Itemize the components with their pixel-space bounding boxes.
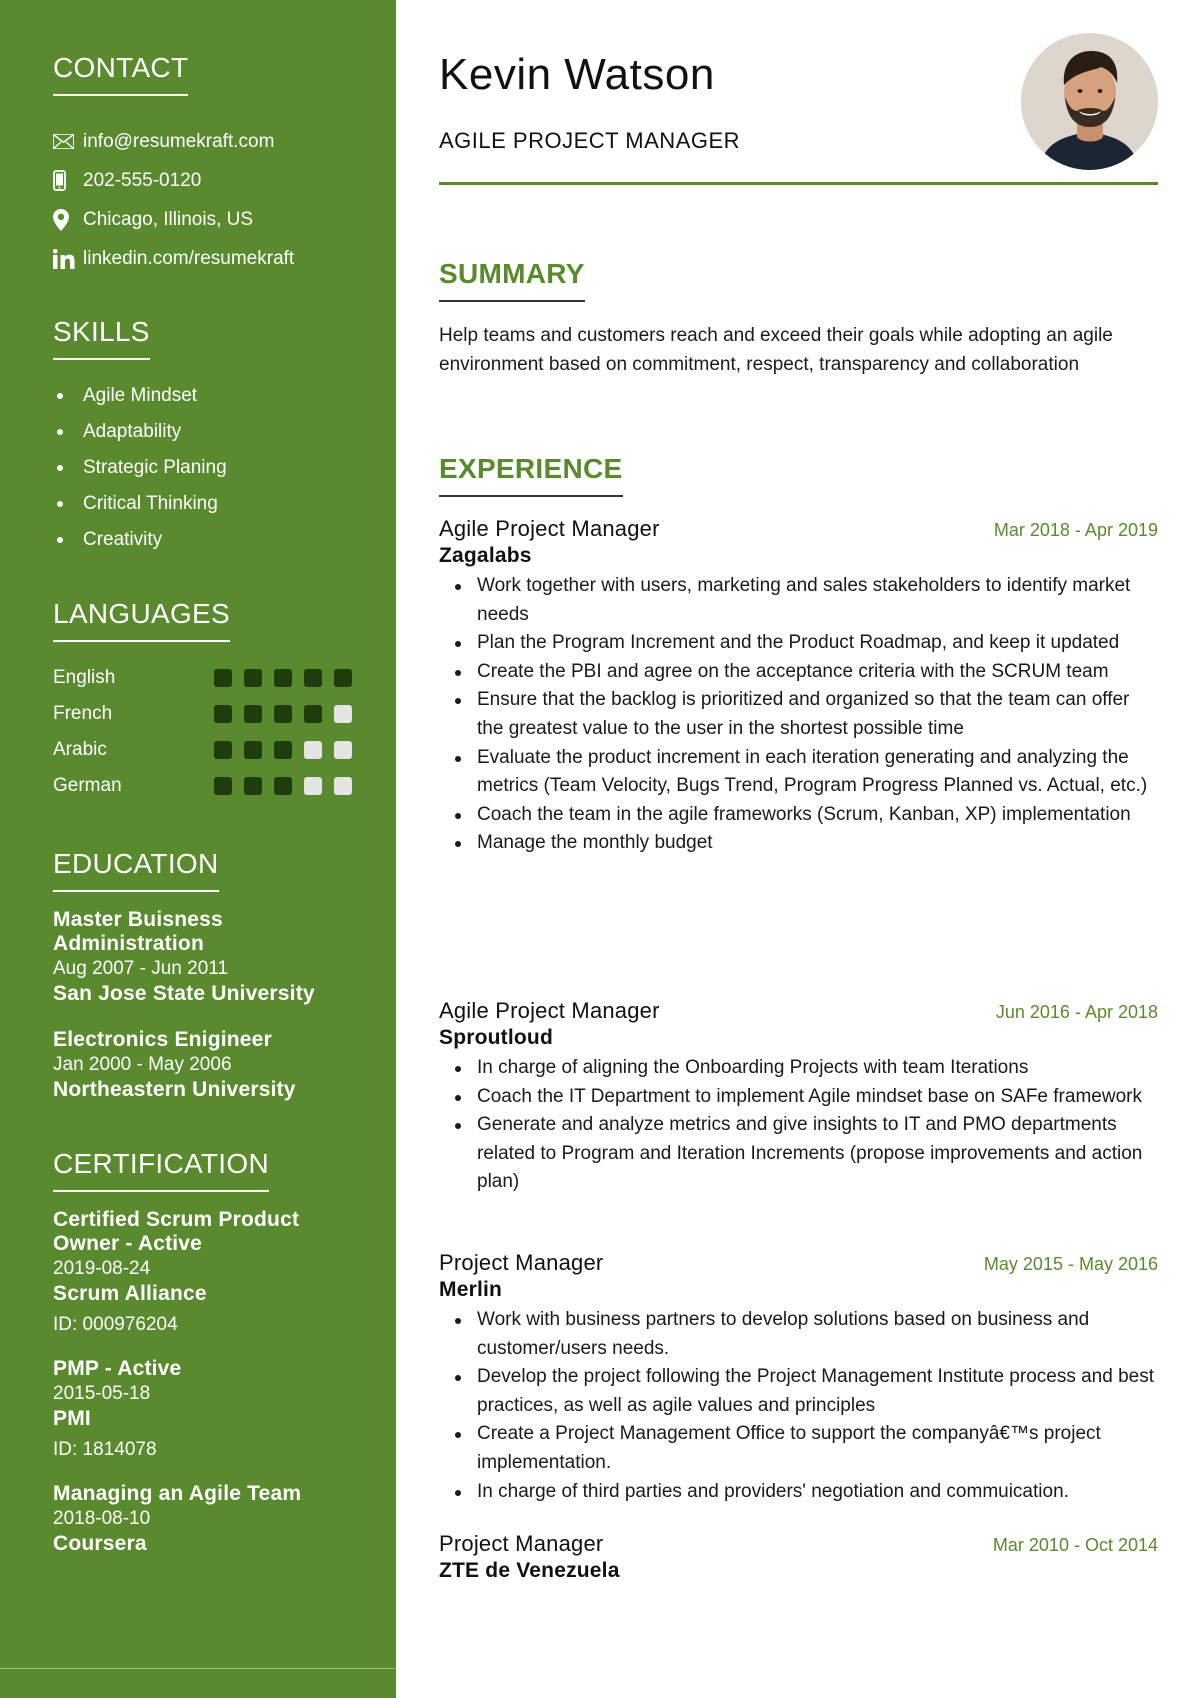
contact-linkedin-text: linkedin.com/resumekraft [83, 247, 295, 269]
level-square-filled [334, 669, 352, 687]
language-level [214, 705, 352, 723]
skill-label: Agile Mindset [83, 385, 198, 406]
level-square-filled [244, 777, 262, 795]
education-item [53, 908, 356, 1006]
contact-email[interactable] [53, 122, 356, 161]
level-square-filled [244, 705, 262, 723]
level-square-filled [214, 705, 232, 723]
level-square-empty [334, 777, 352, 795]
certification-name: Managing an Agile Team [53, 1482, 302, 1505]
bullet-icon [57, 465, 63, 471]
experience-item [439, 516, 1158, 858]
level-square-empty [334, 705, 352, 723]
avatar-illustration [1021, 33, 1158, 170]
job-bullet: Create a Project Management Office to support the companyâ€™s project implementation. [439, 1420, 1158, 1477]
certification-item [53, 1482, 356, 1556]
job-bullet: Work with business partners to develop solutions based on business and customer/users needs. [439, 1306, 1158, 1363]
experience-item [439, 998, 1158, 1197]
summary-heading: SUMMARY [439, 258, 585, 302]
linkedin-icon [53, 249, 83, 269]
level-square-filled [244, 669, 262, 687]
level-square-filled [244, 741, 262, 759]
skills-heading: SKILLS [53, 316, 150, 360]
job-bullet: Coach the IT Department to implement Agile mindset base on SAFe framework [439, 1083, 1158, 1112]
language-row [53, 732, 356, 768]
job-bullets [439, 1306, 1158, 1506]
language-level [214, 777, 352, 795]
job-company: Merlin [439, 1278, 503, 1301]
contact-heading: CONTACT [53, 52, 188, 96]
skill-label: Strategic Planing [83, 457, 227, 478]
certification-date: 2019-08-24 [53, 1258, 151, 1279]
job-header [439, 1531, 1158, 1557]
job-bullet: Create the PBI and agree on the acceptance criteria with the SCRUM team [439, 658, 1158, 687]
summary-text: Help teams and customers reach and exceed their goals while adopting an agile environment based on commitment, respect, transparency and collaboration [439, 325, 1113, 375]
experience-heading: EXPERIENCE [439, 453, 623, 497]
skill-label: Critical Thinking [83, 493, 218, 514]
contact-phone[interactable] [53, 161, 356, 200]
candidate-name: Kevin Watson [439, 50, 715, 99]
experience-item [439, 1250, 1158, 1506]
language-name: Arabic [53, 739, 107, 760]
job-bullets [439, 1054, 1158, 1197]
education-school: San Jose State University [53, 982, 315, 1005]
job-bullet: Coach the team in the agile frameworks (Scrum, Kanban, XP) implementation [439, 801, 1158, 830]
certification-issuer: Scrum Alliance [53, 1282, 207, 1305]
level-square-filled [274, 705, 292, 723]
language-row [53, 660, 356, 696]
job-company: ZTE de Venezuela [439, 1559, 620, 1582]
certification-name: Certified Scrum Product Owner - Active [53, 1208, 300, 1255]
certification-issuer: PMI [53, 1407, 91, 1430]
certification-item [53, 1357, 356, 1462]
level-square-filled [304, 705, 322, 723]
job-bullet: Develop the project following the Project Management Institute process and best practices, as well as agile values and principles [439, 1363, 1158, 1420]
certification-id: ID: 1814078 [53, 1439, 157, 1460]
certification-heading: CERTIFICATION [53, 1148, 269, 1192]
job-header [439, 998, 1158, 1024]
job-bullet: Plan the Program Increment and the Product Roadmap, and keep it updated [439, 629, 1158, 658]
language-name: French [53, 703, 113, 724]
language-level [214, 741, 352, 759]
skill-item [53, 522, 356, 558]
email-icon [53, 134, 83, 149]
certification-name: PMP - Active [53, 1357, 182, 1380]
skills-list [53, 378, 356, 558]
job-bullet: In charge of aligning the Onboarding Projects with team Iterations [439, 1054, 1158, 1083]
certification-id: ID: 000976204 [53, 1314, 178, 1335]
job-header [439, 516, 1158, 542]
certification-date: 2015-05-18 [53, 1383, 151, 1404]
sidebar-divider [0, 1668, 396, 1669]
job-dates: Mar 2010 - Oct 2014 [992, 1535, 1158, 1555]
contact-linkedin[interactable] [53, 239, 356, 278]
skill-label: Creativity [83, 529, 163, 550]
certification-issuer: Coursera [53, 1532, 147, 1555]
level-square-empty [304, 741, 322, 759]
education-heading: EDUCATION [53, 848, 219, 892]
level-square-empty [334, 741, 352, 759]
language-row [53, 768, 356, 804]
education-dates: Aug 2007 - Jun 2011 [53, 958, 229, 979]
education-item [53, 1028, 356, 1102]
skill-item [53, 450, 356, 486]
education-degree: Electronics Enigineer [53, 1028, 272, 1051]
level-square-filled [274, 777, 292, 795]
job-dates: May 2015 - May 2016 [983, 1254, 1158, 1274]
bullet-icon [57, 501, 63, 507]
phone-icon [53, 170, 83, 191]
certification-section [53, 1148, 356, 1556]
language-row [53, 696, 356, 732]
contact-list [53, 122, 356, 278]
location-icon [53, 209, 83, 231]
education-dates: Jan 2000 - May 2006 [53, 1054, 232, 1075]
level-square-filled [304, 669, 322, 687]
skills-section [53, 316, 356, 558]
experience-item [439, 1531, 1158, 1583]
sidebar [0, 0, 396, 1698]
level-square-filled [214, 777, 232, 795]
job-bullet: Generate and analyze metrics and give insights to IT and PMO departments related to Program and Iteration Increments (propose improvements and action plan) [439, 1111, 1158, 1197]
level-square-filled [214, 741, 232, 759]
level-square-filled [274, 669, 292, 687]
education-school: Northeastern University [53, 1078, 296, 1101]
job-role: Project Manager [439, 1250, 604, 1275]
job-company: Sproutloud [439, 1026, 553, 1049]
level-square-filled [214, 669, 232, 687]
bullet-icon [57, 393, 63, 399]
language-name: German [53, 775, 122, 796]
job-dates: Mar 2018 - Apr 2019 [993, 520, 1158, 540]
job-dates: Jun 2016 - Apr 2018 [995, 1002, 1158, 1022]
contact-location [53, 200, 356, 239]
job-role: Agile Project Manager [439, 998, 660, 1023]
language-name: English [53, 667, 116, 688]
skill-item [53, 414, 356, 450]
contact-location-text: Chicago, Illinois, US [83, 208, 254, 230]
job-bullet: Work together with users, marketing and sales stakeholders to identify market needs [439, 572, 1158, 629]
header-divider [439, 182, 1158, 185]
profile-photo [1021, 33, 1158, 170]
job-header [439, 1250, 1158, 1276]
languages-list [53, 660, 356, 804]
certification-date: 2018-08-10 [53, 1508, 151, 1529]
job-company: Zagalabs [439, 544, 532, 567]
job-bullet: Evaluate the product increment in each iteration generating and analyzing the metrics (Team Velocity, Bugs Trend, Program Progress Planned vs. Actual, etc.) [439, 744, 1158, 801]
job-bullet: In charge of third parties and providers' negotiation and commuication. [439, 1478, 1158, 1507]
languages-section [53, 598, 356, 804]
skill-item [53, 378, 356, 414]
job-bullet: Manage the monthly budget [439, 829, 1158, 858]
bullet-icon [57, 537, 63, 543]
education-degree: Master Buisness Administration [53, 908, 223, 955]
job-bullet: Ensure that the backlog is prioritized and organized so that the team can offer the greatest value to the user in the shortest possible time [439, 686, 1158, 743]
education-section [53, 848, 356, 1102]
candidate-title: AGILE PROJECT MANAGER [439, 128, 741, 153]
contact-email-text: info@resumekraft.com [83, 130, 275, 152]
job-role: Agile Project Manager [439, 516, 660, 541]
language-level [214, 669, 352, 687]
job-role: Project Manager [439, 1531, 604, 1556]
skill-label: Adaptability [83, 421, 182, 442]
languages-heading: LANGUAGES [53, 598, 230, 642]
skill-item [53, 486, 356, 522]
job-bullets [439, 572, 1158, 858]
level-square-filled [274, 741, 292, 759]
certification-item [53, 1208, 356, 1337]
contact-section [53, 52, 356, 278]
level-square-empty [304, 777, 322, 795]
contact-phone-text: 202-555-0120 [83, 169, 202, 191]
bullet-icon [57, 429, 63, 435]
